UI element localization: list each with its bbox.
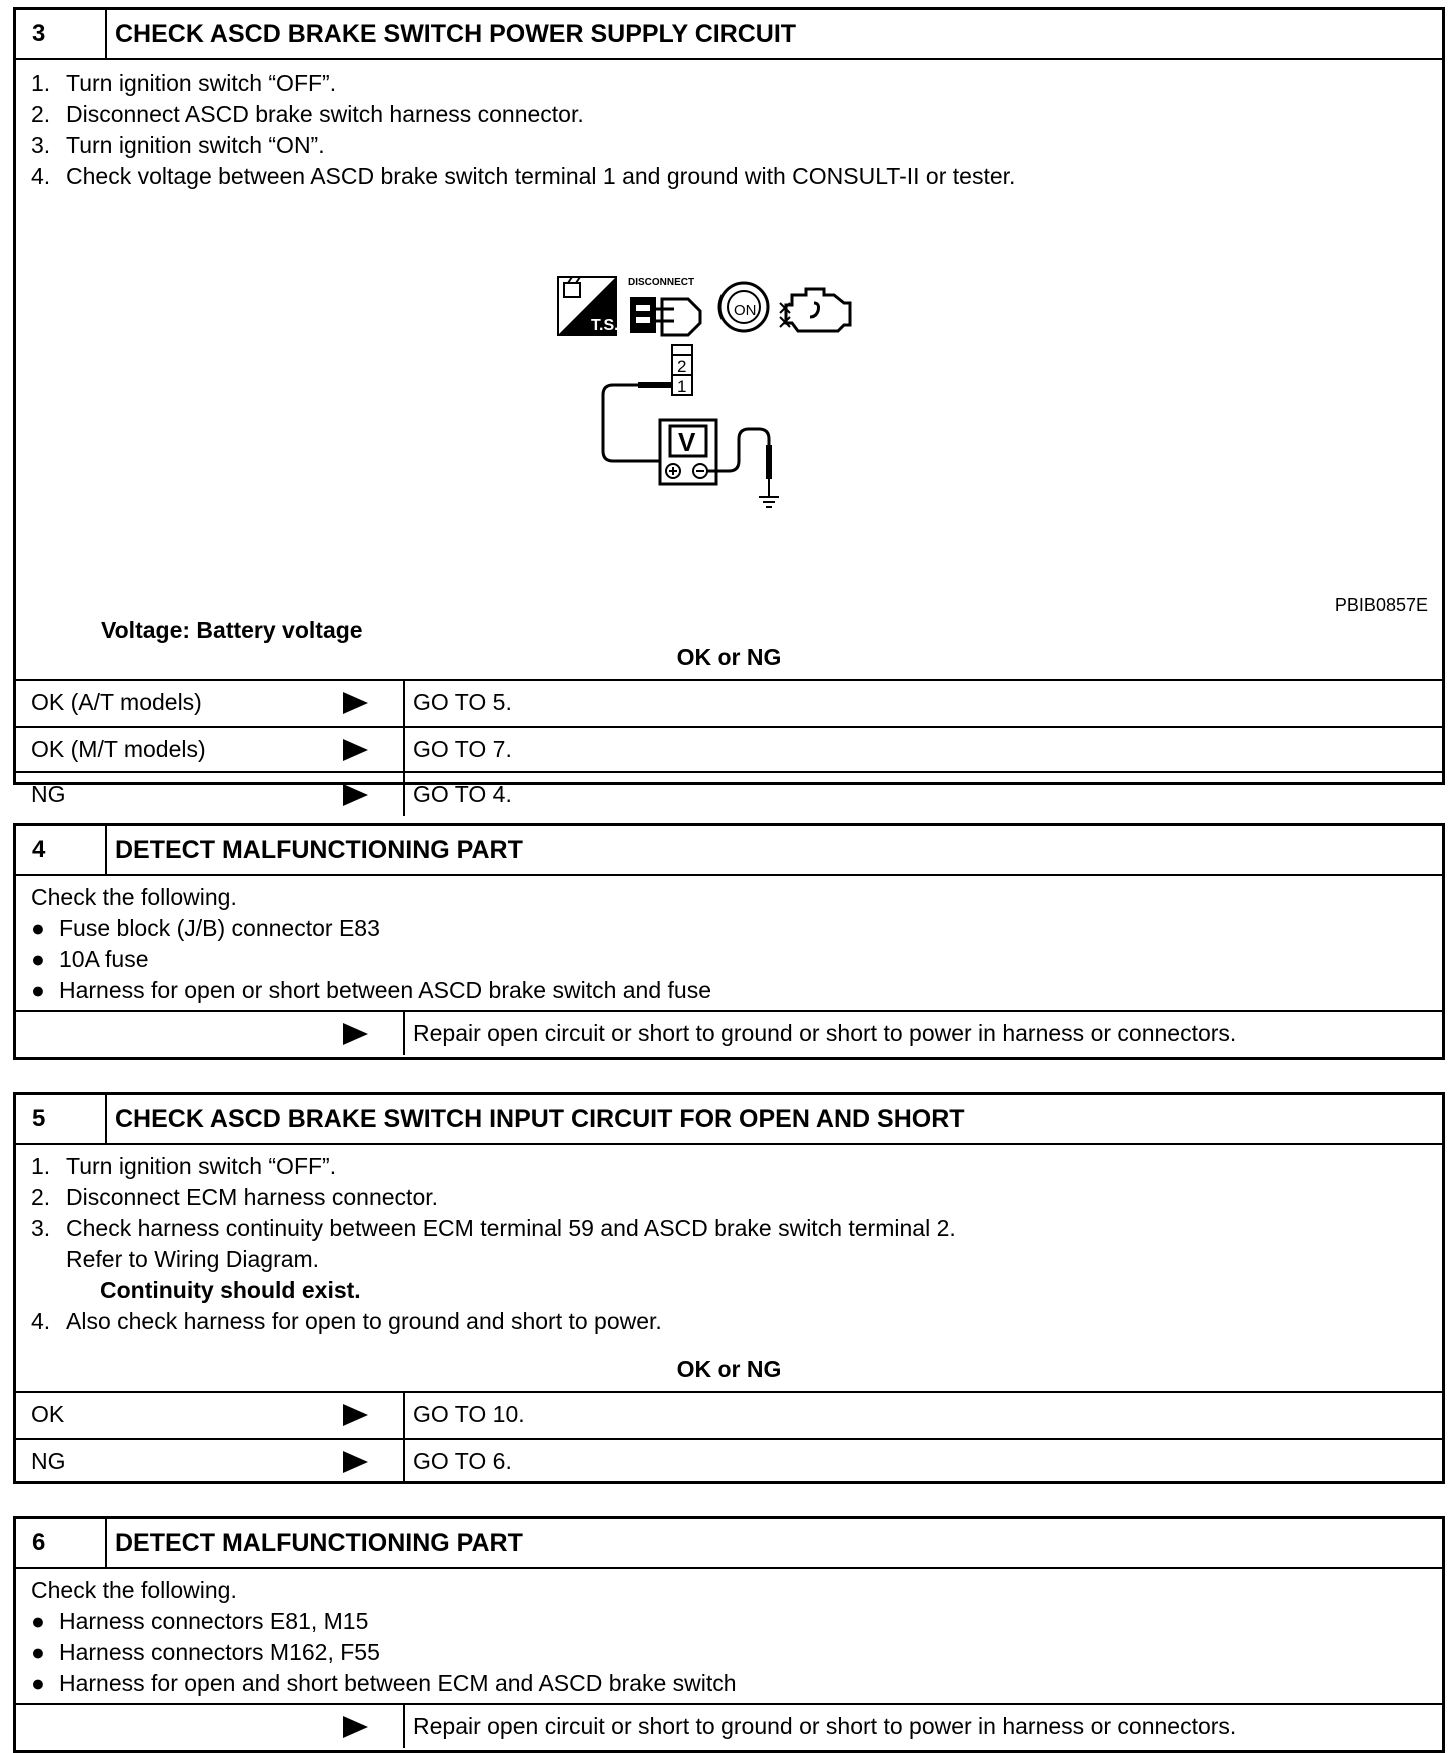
brake-switch-connector bbox=[672, 345, 692, 396]
list-item: ● Harness connectors E81, M15 bbox=[31, 1608, 369, 1634]
arrow-right-icon bbox=[343, 1716, 368, 1738]
step-title: CHECK ASCD BRAKE SWITCH INPUT CIRCUIT FOR OPEN AND SHORT bbox=[115, 1104, 965, 1133]
list-item: ● Fuse block (J/B) connector E83 bbox=[31, 915, 380, 941]
spec-voltage: Voltage: Battery voltage bbox=[101, 617, 363, 643]
result-action: GO TO 4. bbox=[413, 781, 512, 807]
result-action: GO TO 10. bbox=[413, 1401, 525, 1427]
arrow-right-icon bbox=[343, 1023, 368, 1045]
arrow-right-icon bbox=[343, 784, 368, 806]
wiring-note: Refer to Wiring Diagram. bbox=[66, 1246, 320, 1272]
result-row bbox=[16, 681, 1442, 726]
ok-or-ng-label: OK or NG bbox=[16, 635, 1442, 681]
list-item: ● Harness for open and short between ECM and ASCD brake switch bbox=[31, 1670, 737, 1696]
result-row bbox=[16, 726, 1442, 771]
list-item: ● 10A fuse bbox=[31, 946, 149, 972]
step-3-header bbox=[16, 10, 1442, 60]
ignition-on-icon bbox=[719, 283, 768, 331]
step-3-body bbox=[16, 60, 1442, 643]
step-4-block bbox=[13, 823, 1445, 1060]
instruction-line: 4. Also check harness for open to ground and short to power. bbox=[31, 1308, 662, 1334]
voltmeter-icon bbox=[660, 420, 716, 484]
step-5-body bbox=[16, 1145, 1442, 1347]
engine-icon bbox=[780, 289, 850, 331]
arrow-right-icon bbox=[343, 692, 368, 714]
instruction-line: 1. Turn ignition switch “OFF”. bbox=[31, 70, 337, 96]
check-intro: Check the following. bbox=[31, 1577, 237, 1603]
instruction-line: 3. Check harness continuity between ECM terminal 59 and ASCD brake switch terminal 2. bbox=[31, 1215, 956, 1241]
result-action: GO TO 5. bbox=[413, 689, 512, 715]
step-number: 5 bbox=[16, 1095, 107, 1143]
voltage-check-figure bbox=[556, 275, 916, 535]
ok-or-ng-label: OK or NG bbox=[16, 1347, 1442, 1393]
instruction-line: 1. Turn ignition switch “OFF”. bbox=[31, 1153, 337, 1179]
result-action: GO TO 7. bbox=[413, 736, 512, 762]
figure-code: PBIB0857E bbox=[1334, 595, 1428, 615]
svg-text:1: 1 bbox=[677, 377, 687, 396]
svg-text:DISCONNECT: DISCONNECT bbox=[628, 277, 695, 288]
result-condition: OK (A/T models) bbox=[31, 689, 202, 715]
step-4-body bbox=[16, 876, 1442, 1010]
step-title: DETECT MALFUNCTIONING PART bbox=[115, 835, 523, 864]
check-intro: Check the following. bbox=[31, 884, 237, 910]
result-condition: OK (M/T models) bbox=[31, 736, 206, 762]
step-title: CHECK ASCD BRAKE SWITCH POWER SUPPLY CIRCUIT bbox=[115, 19, 797, 48]
svg-text:T.S.: T.S. bbox=[591, 317, 619, 334]
svg-text:2: 2 bbox=[677, 357, 687, 376]
ts-tester-icon bbox=[558, 277, 619, 335]
step-number: 4 bbox=[16, 826, 107, 874]
instruction-line: 2. Disconnect ASCD brake switch harness connector. bbox=[31, 101, 584, 127]
arrow-right-icon bbox=[343, 739, 368, 761]
result-action: GO TO 6. bbox=[413, 1448, 512, 1474]
result-row bbox=[16, 1393, 1442, 1438]
disconnect-connector-icon bbox=[628, 277, 700, 335]
step-6-header bbox=[16, 1519, 1442, 1569]
step-number: 6 bbox=[16, 1519, 107, 1567]
result-condition: OK bbox=[31, 1401, 65, 1427]
result-row bbox=[16, 771, 1442, 816]
result-row bbox=[16, 1703, 1442, 1748]
instruction-line: 4. Check voltage between ASCD brake switch terminal 1 and ground with CONSULT-II or tester. bbox=[31, 163, 1016, 189]
spec-continuity: Continuity should exist. bbox=[100, 1277, 361, 1303]
step-4-header bbox=[16, 826, 1442, 876]
arrow-right-icon bbox=[343, 1404, 368, 1426]
step-3-block bbox=[13, 7, 1445, 807]
instruction-line: 3. Turn ignition switch “ON”. bbox=[31, 132, 325, 158]
repair-action: Repair open circuit or short to ground or short to power in harness or connectors. bbox=[413, 1020, 1237, 1046]
result-row bbox=[16, 1010, 1442, 1055]
instruction-line: 2. Disconnect ECM harness connector. bbox=[31, 1184, 439, 1210]
step-6-body bbox=[16, 1569, 1442, 1703]
result-condition: NG bbox=[31, 1448, 66, 1474]
svg-text:V: V bbox=[678, 427, 696, 457]
svg-text:ON: ON bbox=[734, 302, 757, 319]
result-row bbox=[16, 1438, 1442, 1483]
step-number: 3 bbox=[16, 10, 107, 58]
list-item: ● Harness connectors M162, F55 bbox=[31, 1639, 380, 1665]
repair-action: Repair open circuit or short to ground or short to power in harness or connectors. bbox=[413, 1713, 1237, 1739]
step-5-header bbox=[16, 1095, 1442, 1145]
arrow-right-icon bbox=[343, 1451, 368, 1473]
result-condition: NG bbox=[31, 781, 66, 807]
step-6-block bbox=[13, 1516, 1445, 1753]
list-item: ● Harness for open or short between ASCD brake switch and fuse bbox=[31, 977, 712, 1003]
ground-icon bbox=[759, 497, 779, 507]
step-title: DETECT MALFUNCTIONING PART bbox=[115, 1528, 523, 1557]
step-5-block bbox=[13, 1092, 1445, 1484]
